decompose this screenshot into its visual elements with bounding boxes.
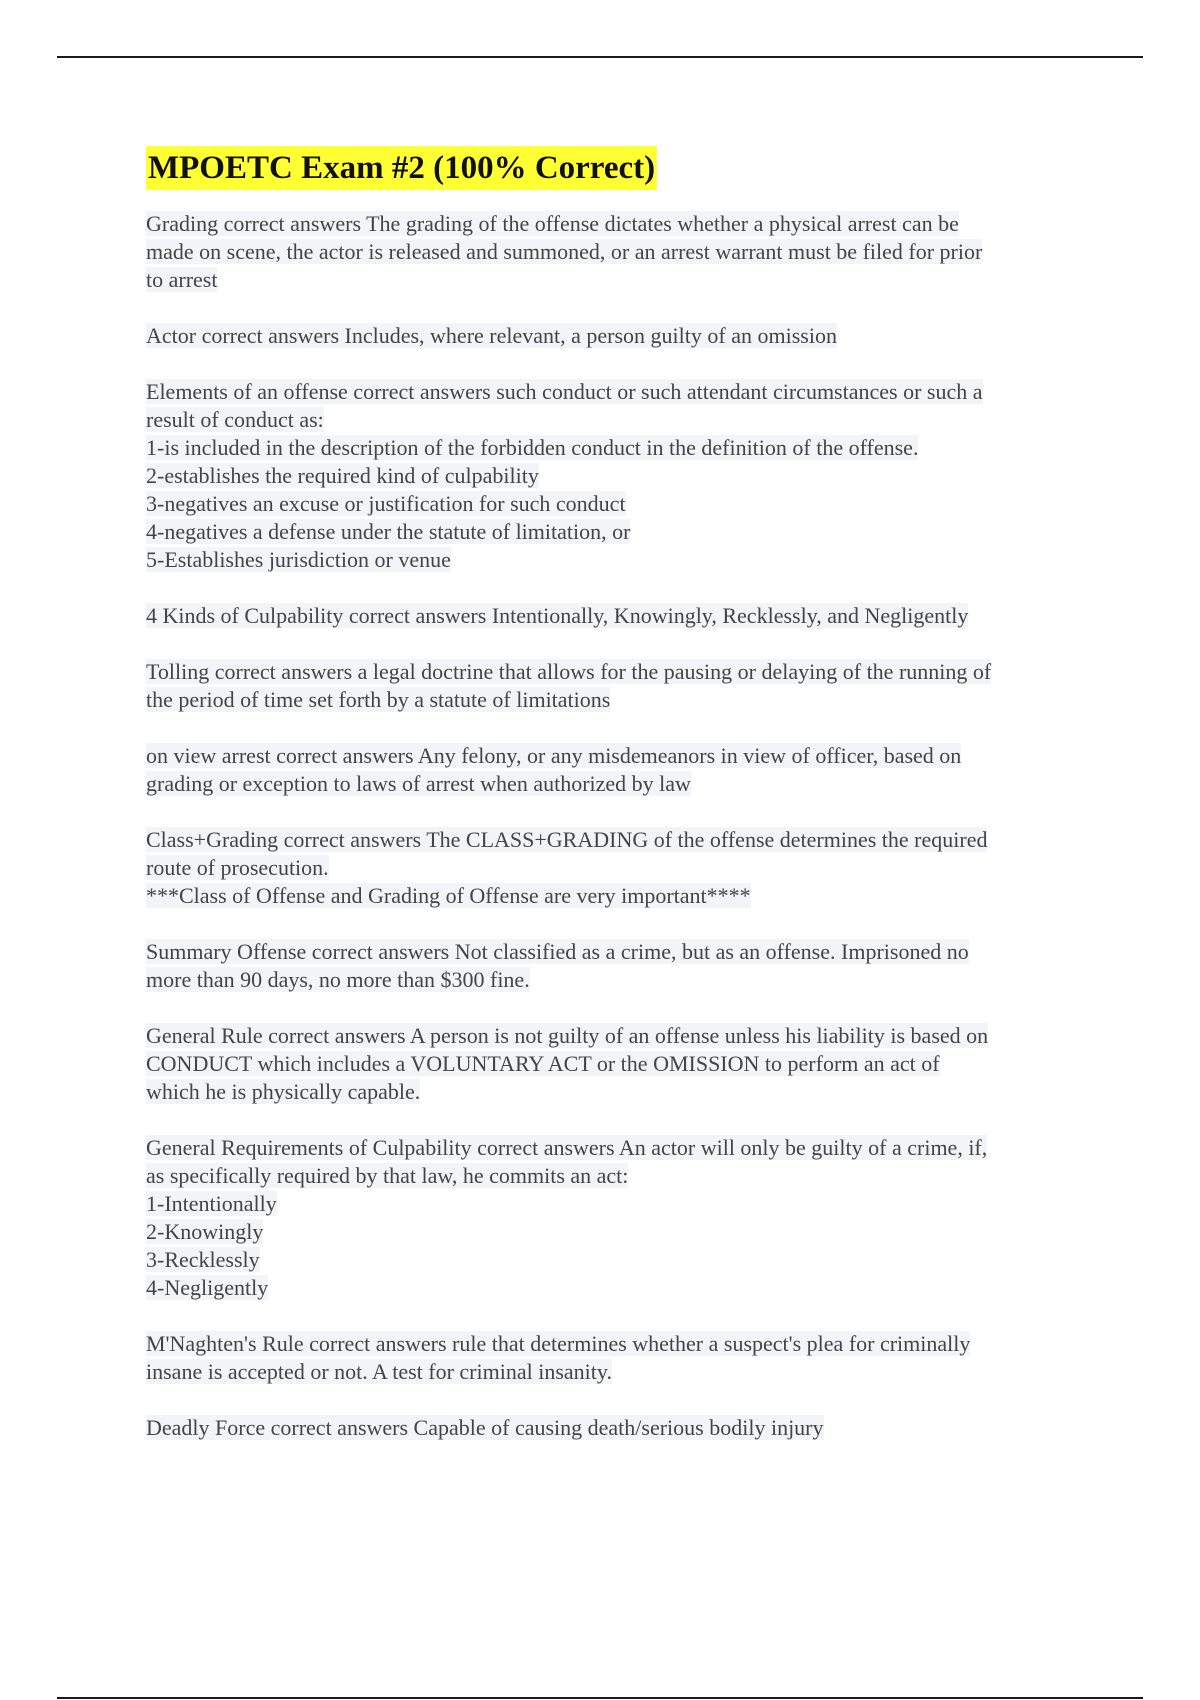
entry-line: made on scene, the actor is released and summoned, or an arrest warrant must be filed for prior	[146, 239, 983, 264]
entry-mnaghtens-rule	[146, 1330, 1086, 1386]
entry-elements-of-offense	[146, 378, 1086, 574]
bottom-rule	[57, 1697, 1143, 1699]
entry-kinds-of-culpability	[146, 602, 1086, 630]
entry-line: General Rule correct answers A person is not guilty of an offense unless his liability is based on	[146, 1023, 989, 1048]
entry-line: on view arrest correct answers Any felony, or any misdemeanors in view of officer, based on	[146, 743, 962, 768]
document-title: MPOETC Exam #2 (100% Correct)	[146, 146, 657, 190]
entry-line: 3-Recklessly	[146, 1247, 260, 1272]
entry-general-rule	[146, 1022, 1086, 1106]
entry-line: 4-Negligently	[146, 1275, 269, 1300]
entry-on-view-arrest	[146, 742, 1086, 798]
entry-line: to arrest	[146, 267, 218, 292]
top-rule	[57, 56, 1143, 58]
entry-line: 2-Knowingly	[146, 1219, 264, 1244]
entry-line: insane is accepted or not. A test for criminal insanity.	[146, 1359, 612, 1384]
entry-line: Summary Offense correct answers Not classified as a crime, but as an offense. Imprisoned no	[146, 939, 969, 964]
entry-line: General Requirements of Culpability correct answers An actor will only be guilty of a crime, if,	[146, 1135, 988, 1160]
entry-line: 1-is included in the description of the forbidden conduct in the definition of the offense.	[146, 435, 919, 460]
entry-tolling	[146, 658, 1086, 714]
entry-line: 4-negatives a defense under the statute of limitation, or	[146, 519, 631, 544]
document-body	[146, 146, 1086, 1470]
entry-line: which he is physically capable.	[146, 1079, 421, 1104]
entry-line: the period of time set forth by a statute of limitations	[146, 687, 611, 712]
entry-line: 4 Kinds of Culpability correct answers Intentionally, Knowingly, Recklessly, and Negligently	[146, 603, 969, 628]
entry-line: result of conduct as:	[146, 407, 324, 432]
entry-line: 5-Establishes jurisdiction or venue	[146, 547, 451, 572]
entry-line: Deadly Force correct answers Capable of causing death/serious bodily injury	[146, 1415, 824, 1440]
entry-general-requirements-culpability	[146, 1134, 1086, 1302]
entry-line: more than 90 days, no more than $300 fine.	[146, 967, 530, 992]
entry-line: 3-negatives an excuse or justification for such conduct	[146, 491, 626, 516]
entry-line: as specifically required by that law, he commits an act:	[146, 1163, 629, 1188]
entry-line: Tolling correct answers a legal doctrine that allows for the pausing or delaying of the running of	[146, 659, 992, 684]
entry-line: Class+Grading correct answers The CLASS+GRADING of the offense determines the required	[146, 827, 988, 852]
entry-line: grading or exception to laws of arrest when authorized by law	[146, 771, 691, 796]
entry-line: M'Naghten's Rule correct answers rule that determines whether a suspect's plea for criminally	[146, 1331, 971, 1356]
entry-class-grading	[146, 826, 1086, 910]
entry-summary-offense	[146, 938, 1086, 994]
entry-line: ***Class of Offense and Grading of Offense are very important****	[146, 883, 751, 908]
entry-line: Elements of an offense correct answers such conduct or such attendant circumstances or such a	[146, 379, 983, 404]
entry-line: Grading correct answers The grading of the offense dictates whether a physical arrest can be	[146, 211, 959, 236]
entry-line: Actor correct answers Includes, where relevant, a person guilty of an omission	[146, 323, 837, 348]
entry-grading	[146, 210, 1086, 294]
entry-line: 2-establishes the required kind of culpability	[146, 463, 539, 488]
entry-line: CONDUCT which includes a VOLUNTARY ACT or the OMISSION to perform an act of	[146, 1051, 940, 1076]
entry-actor	[146, 322, 1086, 350]
entry-deadly-force	[146, 1414, 1086, 1442]
entry-line: 1-Intentionally	[146, 1191, 277, 1216]
entry-line: route of prosecution.	[146, 855, 329, 880]
